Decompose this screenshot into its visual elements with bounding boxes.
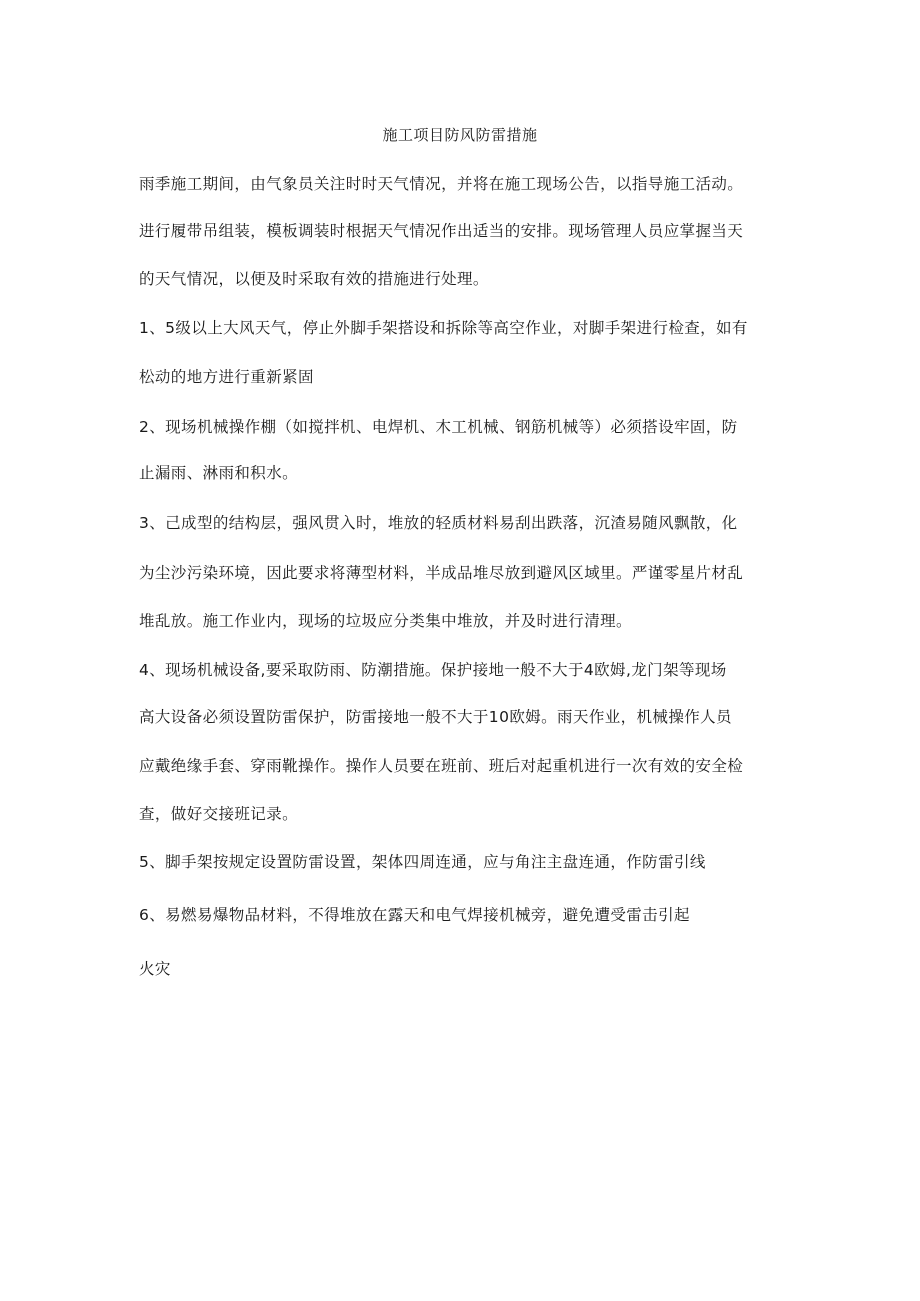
text-line: 为尘沙污染环境，因此要求将薄型材料，半成品堆尽放到避风区域里。严谨零星片材乱 — [139, 564, 744, 582]
text-line: 止漏雨、淋雨和积水。 — [139, 464, 299, 482]
text-line: 3、己成型的结构层，强风贯入时，堆放的轻质材料易刮出跌落，沉渣易随风飘散，化 — [139, 514, 738, 532]
document-title: 施工项目防风防雷措施 — [382, 126, 538, 144]
text-line: 进行履带吊组装，模板调装时根据天气情况作出适当的安排。现场管理人员应掌握当天 — [139, 222, 744, 240]
text-line: 堆乱放。施工作业内，现场的垃圾应分类集中堆放，并及时进行清理。 — [139, 612, 632, 630]
text-line: 高大设备必须设置防雷保护，防雷接地一般不大于10欧姆。雨天作业，机械操作人员 — [139, 708, 732, 726]
text-line: 的天气情况，以便及时采取有效的措施进行处理。 — [139, 270, 489, 288]
text-line: 5、脚手架按规定设置防雷设置，架体四周连通，应与角注主盘连通，作防雷引线 — [139, 853, 706, 871]
text-line: 1、5级以上大风天气，停止外脚手架搭设和拆除等高空作业，对脚手架进行检查，如有 — [139, 319, 748, 337]
text-line: 火灾 — [139, 960, 171, 978]
text-line: 6、易燃易爆物品材料，不得堆放在露天和电气焊接机械旁，避免遭受雷击引起 — [139, 906, 690, 924]
text-line: 应戴绝缘手套、穿雨靴操作。操作人员要在班前、班后对起重机进行一次有效的安全检 — [139, 757, 744, 775]
text-line: 松动的地方进行重新紧固 — [139, 368, 314, 386]
text-line: 4、现场机械设备,要采取防雨、防潮措施。保护接地一般不大于4欧姆,龙门架等现场 — [139, 661, 727, 679]
text-line: 2、现场机械操作棚（如搅拌机、电焊机、木工机械、钢筋机械等）必须搭设牢固，防 — [139, 418, 738, 436]
text-line: 雨季施工期间，由气象员关注时时天气情况，并将在施工现场公告，以指导施工活动。 — [139, 175, 744, 193]
text-line: 查，做好交接班记录。 — [139, 805, 299, 823]
